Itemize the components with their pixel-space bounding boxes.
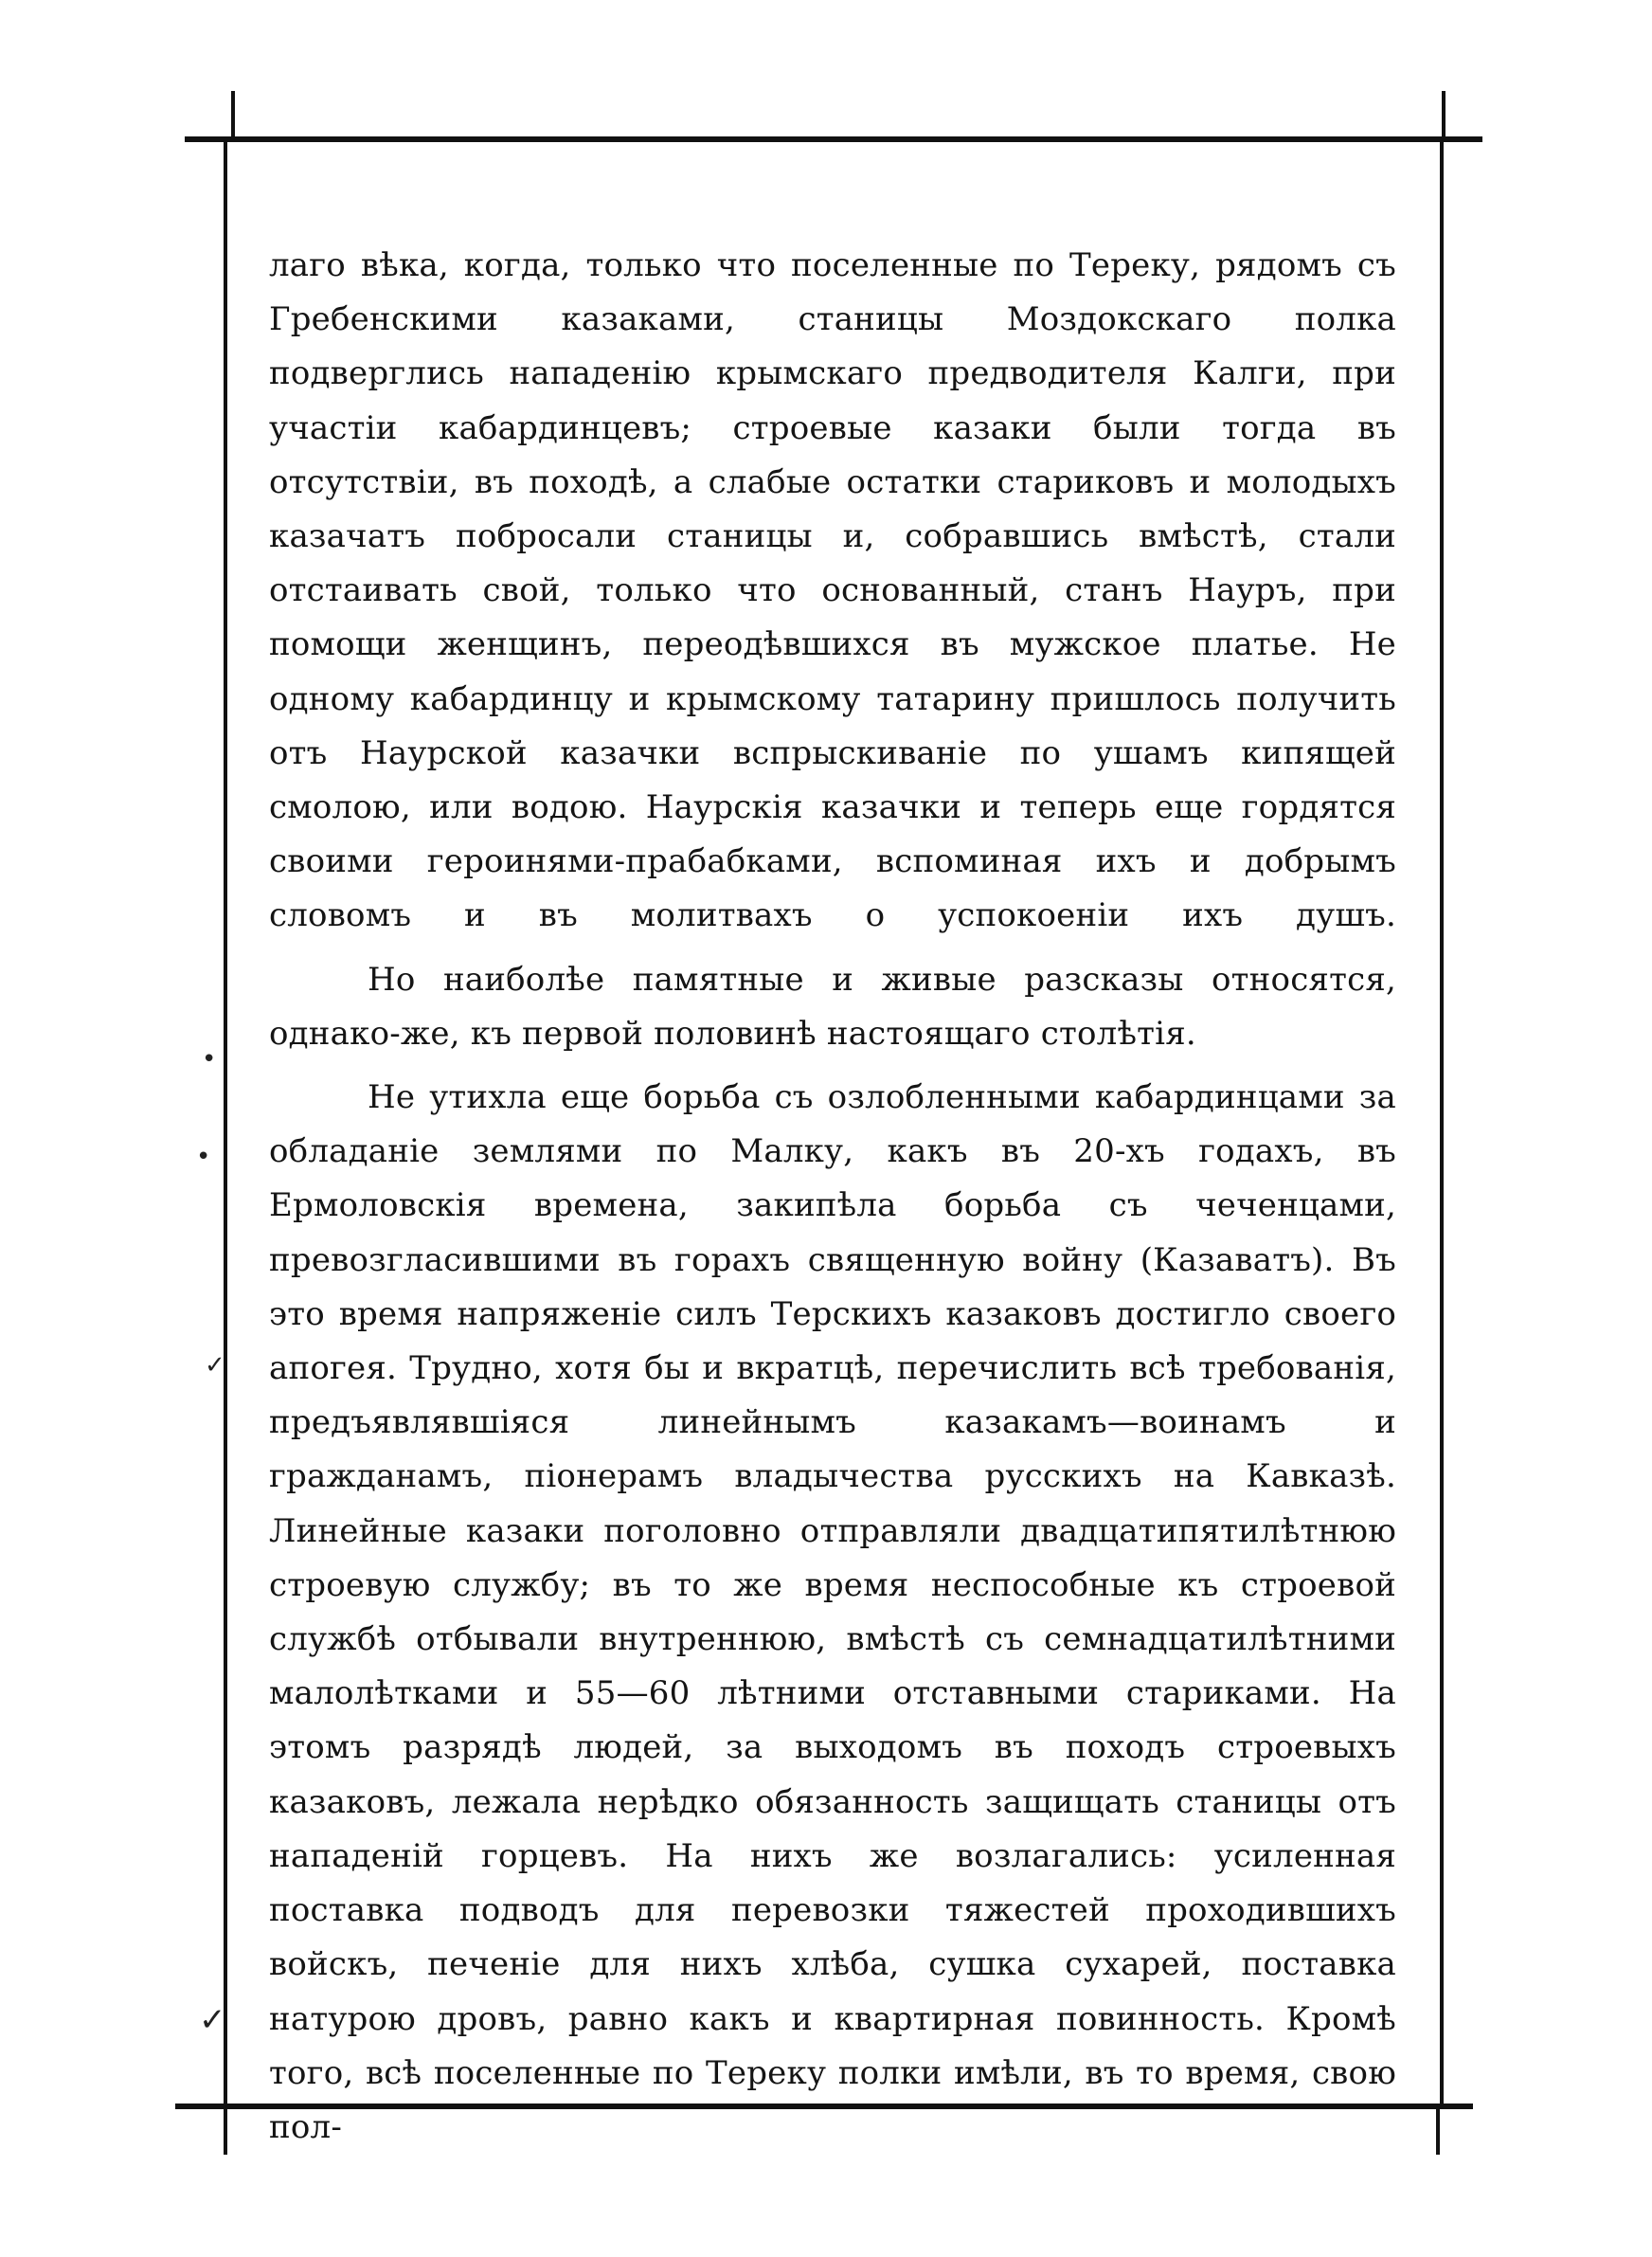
top-left-crop-tick xyxy=(231,91,235,136)
margin-check-icon: ✓ xyxy=(199,2001,226,2039)
paragraph-chechen-struggle: Не утихла еще борьба съ озлобленными кабардинцами за обладаніе землями по Малку, какъ въ 20-хъ годахъ, въ Ермоловскія времена, закипѣла борьба съ чеченцами, превозгласившими въ горахъ священную войну (Казаватъ). Въ это время напряженіе силъ Терскихъ казаковъ достигло своего апогея. Трудно, хотя бы и вкратцѣ, перечислить всѣ требованія, предъявлявшіяся линейнымъ казакамъ—воинамъ и гражданамъ, піонерамъ владычества русскихъ на Кавказѣ. Линейные казаки поголовно отправляли двадцатипятилѣтнюю строевую службу; въ то же время неспособные къ строевой службѣ отбывали внутреннюю, вмѣстѣ съ семнадцатилѣтними малолѣтками и 55—60 лѣтними отставными стариками. На этомъ разрядѣ людей, за выходомъ въ походъ строевыхъ казаковъ, лежала нерѣдко обязанность защищать станицы отъ нападеній горцевъ. На нихъ же возлагались: усиленная поставка подводъ для перевозки тяжестей проходившихъ войскъ, печеніе для нихъ хлѣба, сушка сухарей, поставка натурою дровъ, равно какъ и квартирная повинность. Кромѣ того, всѣ поселенные по Тереку полки имѣли, въ то время, свою пол- xyxy=(269,1078,1396,2146)
left-vertical-rule xyxy=(224,136,227,2109)
right-vertical-rule xyxy=(1440,136,1444,2109)
bottom-left-crop-tick xyxy=(224,2109,227,2155)
top-horizontal-rule xyxy=(185,136,1482,142)
bottom-right-crop-tick xyxy=(1436,2109,1440,2155)
margin-check-icon: ✓ xyxy=(205,1351,225,1380)
margin-dot-icon: • xyxy=(202,1045,217,1074)
top-right-crop-tick xyxy=(1442,91,1446,136)
margin-dot-icon: • xyxy=(196,1143,211,1171)
paragraph-continuation: лаго вѣка, когда, только что поселенные по Тереку, рядомъ съ Гребенскими казаками, станицы Моздокскаго полка подверглись нападенію крымскаго предводителя Калги, при участіи кабардинцевъ; строевые казаки были тогда въ отсутствіи, въ походѣ, а слабые остатки стариковъ и молодыхъ казачатъ побросали станицы и, собравшись вмѣстѣ, стали отстаивать свой, только что основанный, станъ Науръ, при помощи женщинъ, переодѣвшихся въ мужское платье. Не одному кабардинцу и крымскому татарину пришлось получить отъ Наурской казачки вспрыскиваніе по ушамъ кипящей смолою, или водою. Наурскія казачки и теперь еще гордятся своими героинями-прабабками, вспоминая ихъ и добрымъ словомъ и въ молитвахъ о успокоеніи ихъ душъ. xyxy=(269,246,1396,935)
page-text-block xyxy=(269,239,1396,2164)
paragraph-memorable-stories: Но наиболѣе памятные и живые разсказы относятся, однако-же, къ первой половинѣ настоящаго столѣтія. xyxy=(269,960,1396,1053)
